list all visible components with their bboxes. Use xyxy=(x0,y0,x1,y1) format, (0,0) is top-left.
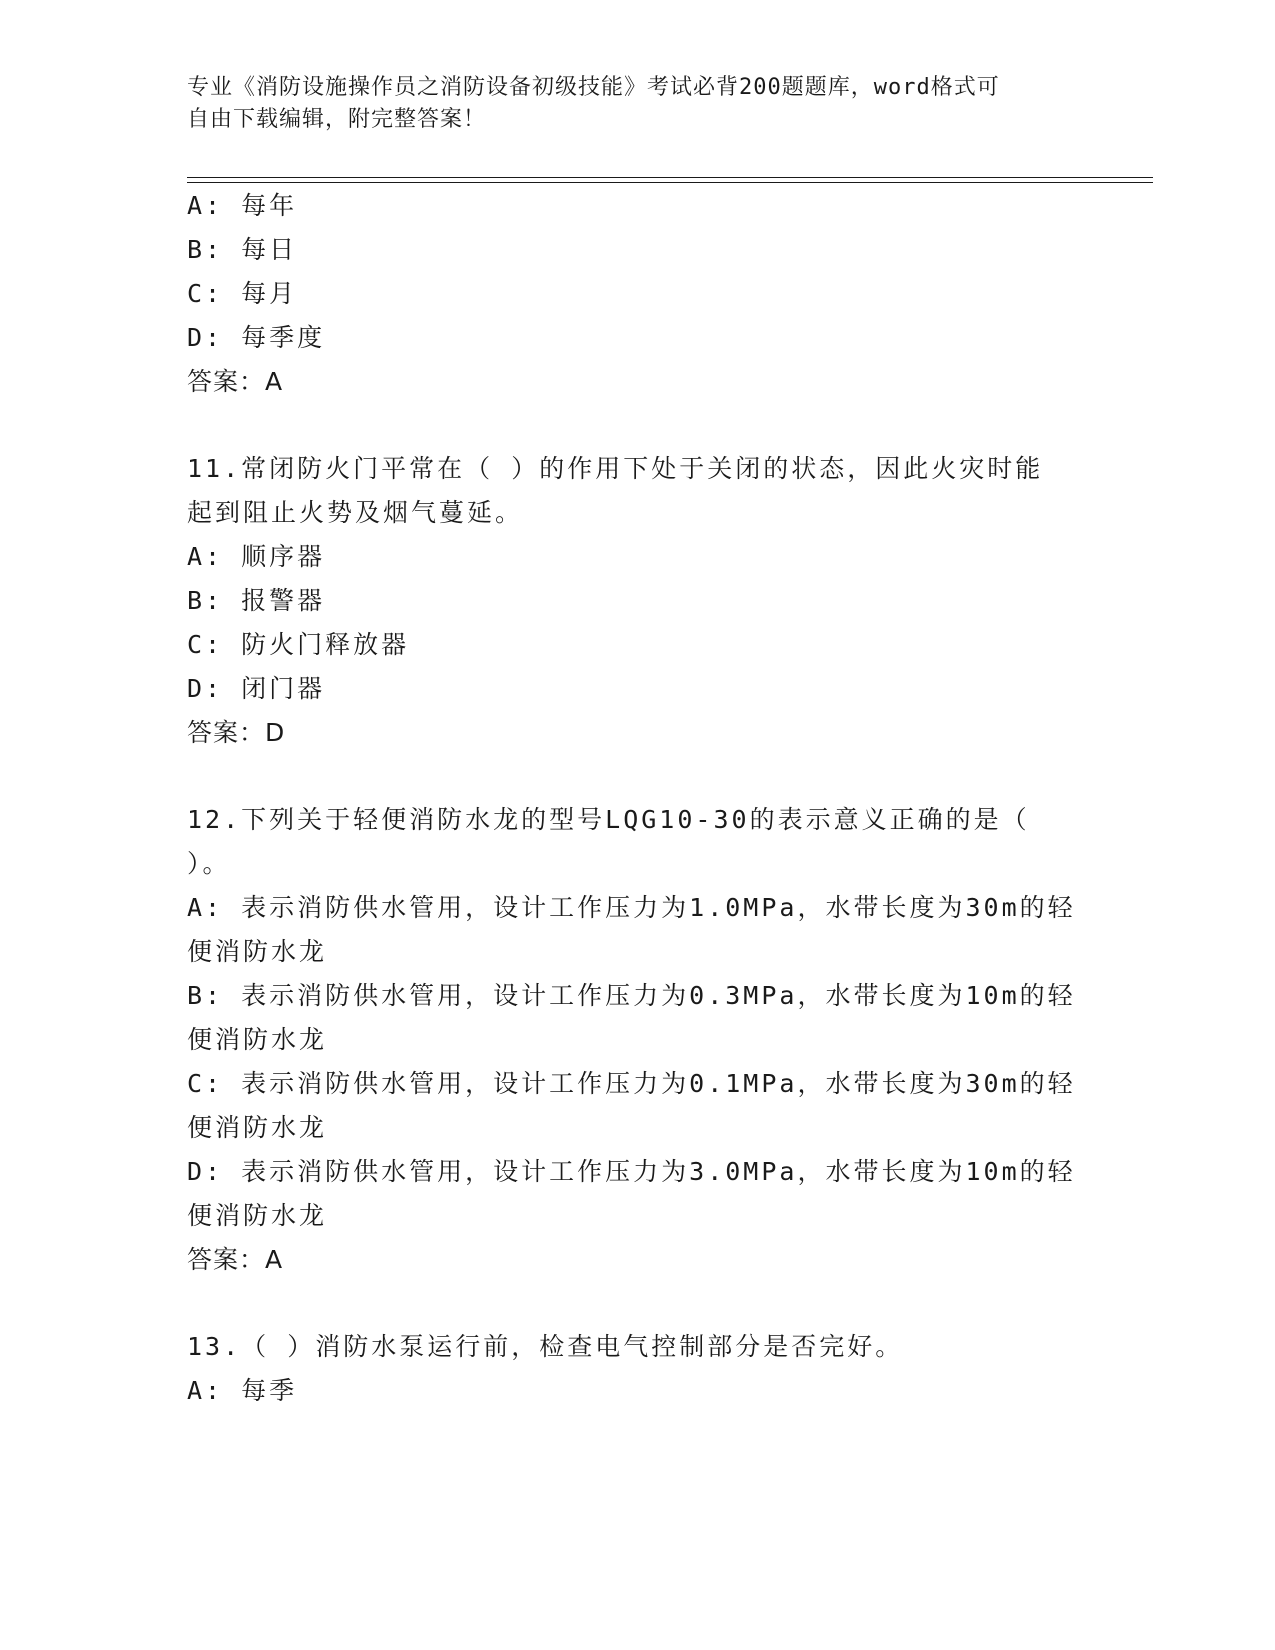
q12-option-c-line-1: C: 表示消防供水管用，设计工作压力为0.1MPa，水带长度为30m的轻 xyxy=(187,1069,1076,1098)
q12-option-a-line-2: 便消防水龙 xyxy=(187,937,328,966)
q12-stem-line-1: 12.下列关于轻便消防水龙的型号LQG10-30的表示意义正确的是（ xyxy=(187,805,1030,834)
q11-stem-line-2: 起到阻止火势及烟气蔓延。 xyxy=(187,498,524,527)
q13-stem-line-1: 13.（ ）消防水泵运行前，检查电气控制部分是否完好。 xyxy=(187,1332,904,1361)
q12-answer: 答案：A xyxy=(187,1245,284,1274)
q10-option-c: C: 每月 xyxy=(187,279,298,308)
header-rule-bottom xyxy=(187,182,1153,183)
q10-answer: 答案：A xyxy=(187,367,284,396)
q10-option-b: B: 每日 xyxy=(187,235,298,264)
q11-stem-line-1: 11.常闭防火门平常在（ ）的作用下处于关闭的状态，因此火灾时能 xyxy=(187,454,1044,483)
header-line-1: 专业《消防设施操作员之消防设备初级技能》考试必背200题题库，word格式可 xyxy=(187,75,1000,100)
q12-option-b-line-2: 便消防水龙 xyxy=(187,1025,328,1054)
q10-option-a: A: 每年 xyxy=(187,191,298,220)
q10-option-d: D: 每季度 xyxy=(187,323,326,352)
q13-option-a: A: 每季 xyxy=(187,1376,298,1405)
q12-option-b-line-1: B: 表示消防供水管用，设计工作压力为0.3MPa，水带长度为10m的轻 xyxy=(187,981,1076,1010)
q12-option-a-line-1: A: 表示消防供水管用，设计工作压力为1.0MPa，水带长度为30m的轻 xyxy=(187,893,1076,922)
q11-option-d: D: 闭门器 xyxy=(187,674,326,703)
q11-option-a: A: 顺序器 xyxy=(187,542,326,571)
q11-option-c: C: 防火门释放器 xyxy=(187,630,410,659)
document-header xyxy=(187,72,1087,136)
q11-answer: 答案：D xyxy=(187,718,286,747)
q12-option-d-line-2: 便消防水龙 xyxy=(187,1201,328,1230)
q12-option-c-line-2: 便消防水龙 xyxy=(187,1113,328,1142)
header-rule-top xyxy=(187,177,1153,178)
q11-option-b: B: 报警器 xyxy=(187,586,326,615)
q12-option-d-line-1: D: 表示消防供水管用，设计工作压力为3.0MPa，水带长度为10m的轻 xyxy=(187,1157,1076,1186)
header-line-2: 自由下载编辑，附完整答案！ xyxy=(187,107,487,132)
q12-stem-line-2: ）。 xyxy=(187,849,231,878)
